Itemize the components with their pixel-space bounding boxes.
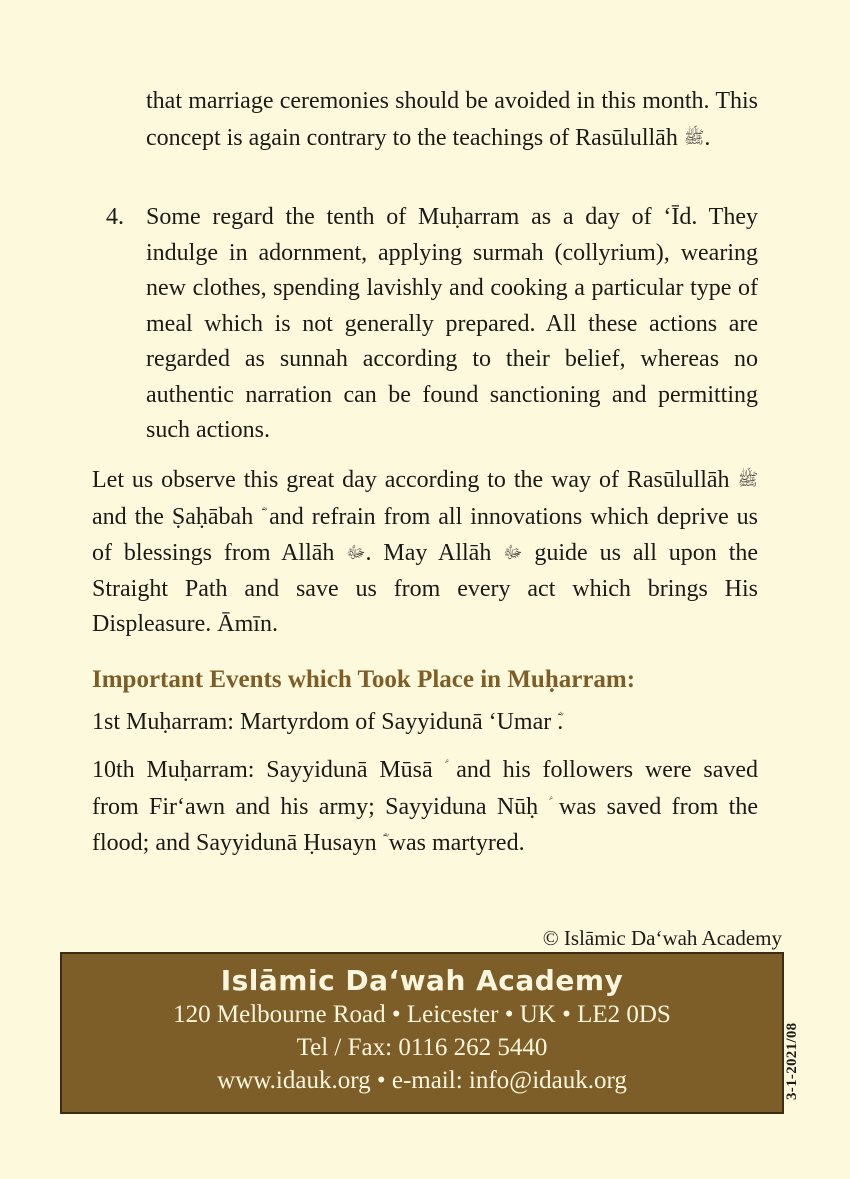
closing-text-5: guide us all upon the Straight Path and save us from every act which brings His Displeasure. Āmīn.	[92, 540, 759, 637]
copyright-notice: © Islāmic Da‘wah Academy	[542, 926, 782, 950]
closing-text-1: Let us observe this great day according to the way of Rasūlullāh	[92, 467, 730, 493]
events-heading: Important Events which Took Place in Muḥarram:	[92, 666, 636, 693]
closing-paragraph	[92, 462, 758, 643]
event-2-text-2: and his followers were saved from Fir‘awn and his army; Sayyiduna Nūḥ	[92, 757, 759, 820]
event-2-text-4: was martyred.	[382, 830, 525, 856]
footer-contact-box	[60, 952, 784, 1114]
continuation-end: .	[704, 124, 711, 151]
event-10th-muharram	[92, 752, 758, 862]
list-item-4-text: Some regard the tenth of Muḥarram as a day of ‘Īd. They indulge in adornment, applying surmah (collyrium), wearing new clothes, spending lavishly and cooking a particular type of meal which is not generally prepared. All these actions are regarded as sunnah according to their belief, whereas no authentic narration can be found sanctioning and permitting such actions.	[146, 204, 758, 443]
continuation-paragraph	[146, 84, 758, 156]
event-1-text: 1st Muḥarram: Martyrdom of Sayyidunā ‘Umar	[92, 709, 552, 735]
footer-web-email: www.idauk.org • e-mail: info@idauk.org	[217, 1067, 627, 1094]
event-1-end: .	[557, 709, 564, 735]
closing-text-2: and the Ṣaḥābah	[92, 503, 254, 530]
footer-phone: Tel / Fax: 0116 262 5440	[296, 1034, 548, 1061]
jalla-jalaluhu-glyph: ﷻ	[346, 543, 366, 562]
footer-title: Islāmic Da‘wah Academy	[220, 964, 624, 997]
salawat-glyph: ﷺ	[737, 470, 758, 489]
footer-address: 120 Melbourne Road • Leicester • UK • LE2 0DS	[173, 1001, 671, 1028]
event-2-text-3: was saved from the flood; and Sayyidunā Ḥusayn	[92, 793, 758, 856]
print-code: 3-1-2021/08	[784, 1022, 800, 1100]
list-item-number: 4.	[106, 204, 124, 230]
event-2-text-1: 10th Muḥarram: Sayyidunā Mūsā	[92, 757, 433, 783]
closing-text-3: and refrain from all innovations which deprive us of blessings from Allāh	[92, 503, 759, 566]
continuation-text: that marriage ceremonies should be avoided in this month. This concept is again contrary to the teachings of Rasūlullāh	[146, 88, 758, 151]
jalla-jalaluhu-glyph: ﷻ	[503, 543, 523, 562]
closing-text-4: . May Allāh	[365, 540, 492, 566]
salawat-glyph: ﷺ	[683, 127, 705, 147]
event-1st-muharram	[92, 704, 758, 741]
